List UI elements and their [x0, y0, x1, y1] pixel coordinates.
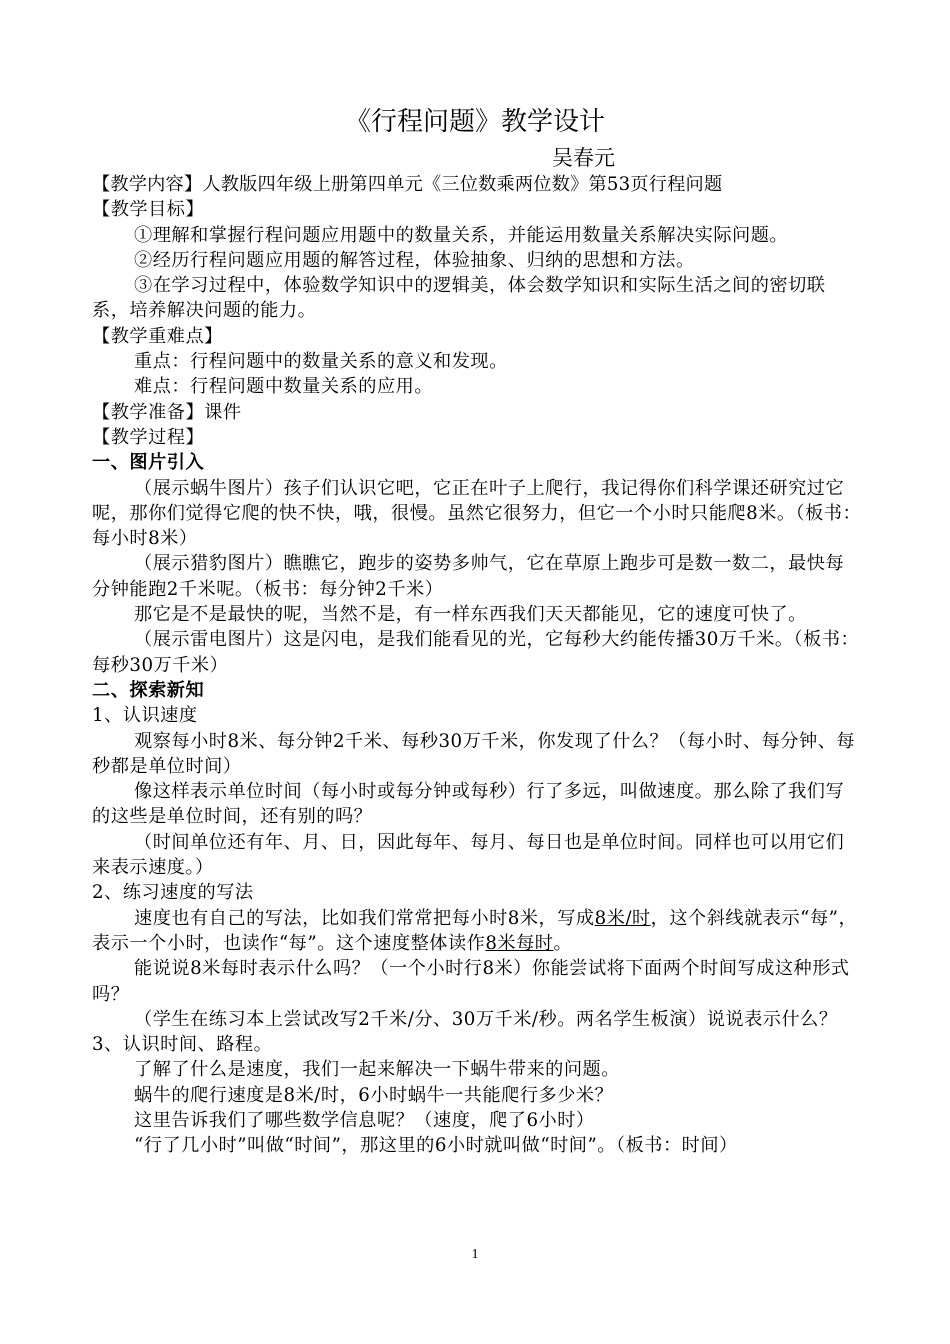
paragraph-snail-problem: 蜗牛的爬行速度是8米/时，6小时蜗牛一共能爬行多少米？ [134, 1084, 614, 1106]
paragraph-time-term: “行了几小时”叫做“时间”，那这里的6小时就叫做“时间”。（板书：时间） [134, 1135, 738, 1157]
paragraph-time-units: （时间单位还有年、月、日，因此每年、每月、每日也是单位时间。同样也可以用它们来表示速度。） [92, 831, 845, 879]
teaching-preparation: 【教学准备】课件 [92, 401, 242, 423]
paragraph-cheetah: （展示猎豹图片）瞧瞧它，跑步的姿势多帅气，它在草原上跑步可是数一数二，最快每分钟能跑2千米呢。（板书：每分钟2千米） [92, 553, 845, 600]
paragraph-snail-problem-intro: 了解了什么是速度，我们一起来解决一下蜗牛带来的问题。 [134, 1059, 620, 1081]
paragraph-practice: （学生在练习本上尝试改写2千米/分、30万千米/秒。两名学生板演）说说表示什么？ [134, 1008, 838, 1030]
notation-underlined-2: 8米每时 [485, 932, 554, 954]
paragraph-fastest: 那它是不是最快的呢，当然不是，有一样东西我们天天都能见，它的速度可快了。 [134, 604, 807, 626]
paragraph-observe: 观察每小时8米、每分钟2千米、每秒30万千米，你发现了什么？（每小时、每分钟、每秒都是单位时间） [92, 730, 856, 777]
teaching-content-line: 【教学内容】人教版四年级上册第四单元《三位数乘两位数》第53页行程问题 [92, 174, 723, 195]
notation-text-a: 速度也有自己的写法，比如我们常常把每小时8米，写成 [134, 907, 595, 929]
notation-underlined-1: 8米/时 [594, 907, 651, 929]
teaching-process-heading: 【教学过程】 [92, 426, 205, 448]
document-title: 《行程问题》教学设计 [344, 107, 605, 137]
notation-text-b: ，这个斜线就表示“每”，表示一个小时，也读作“每”。这个速度整体读作 [92, 907, 858, 954]
author-name: 吴春元 [552, 146, 615, 170]
paragraph-snail: （展示蜗牛图片）孩子们认识它吧，它正在叶子上爬行，我记得你们科学课还研究过它呢，那你们觉得它爬的快不快，哦，很慢。虽然它很努力，但它一个小时只能爬8米。（板书：每小时8米） [92, 477, 862, 550]
page-number: 1 [471, 1247, 479, 1262]
paragraph-lightning: （展示雷电图片）这是闪电，是我们能看见的光，它每秒大约能传播30万千米。（板书：每秒30万千米） [92, 629, 860, 676]
section-heading-2: 二、探索新知 [92, 679, 205, 701]
paragraph-speed-definition: 像这样表示单位时间（每小时或每分钟或每秒）行了多远，叫做速度。那么除了我们写的这些是单位时间，还有别的吗？ [92, 781, 845, 828]
paragraph-meaning: 能说说8米每时表示什么吗？（一个小时行8米）你能尝试将下面两个时间写成这种形式吗？ [92, 958, 850, 1005]
difficult-point: 难点：行程问题中数量关系的应用。 [134, 376, 434, 398]
subsection-1: 1、认识速度 [92, 705, 198, 727]
goal-1: ①理解和掌握行程问题应用题中的数量关系，并能运用数量关系解决实际问题。 [134, 224, 789, 246]
paragraph-info: 这里告诉我们了哪些数学信息呢？（速度，爬了6小时） [134, 1109, 595, 1131]
section-heading-1: 一、图片引入 [92, 452, 205, 474]
subsection-3: 3、认识时间、路程。 [92, 1034, 273, 1056]
key-point: 重点：行程问题中的数量关系的意义和发现。 [134, 351, 508, 373]
document-body [92, 172, 862, 1159]
subsection-2: 2、练习速度的写法 [92, 882, 254, 904]
paragraph-speed-notation [92, 906, 862, 957]
teaching-goals-heading: 【教学目标】 [92, 199, 205, 221]
goal-3: ③在学习过程中，体验数学知识中的逻辑美，体会数学知识和实际生活之间的密切联系，培养解决问题的能力。 [92, 275, 826, 322]
notation-text-c: 。 [553, 932, 573, 954]
goal-2: ②经历行程问题应用题的解答过程，体验抽象、归纳的思想和方法。 [134, 249, 695, 271]
key-points-heading: 【教学重难点】 [92, 325, 223, 347]
